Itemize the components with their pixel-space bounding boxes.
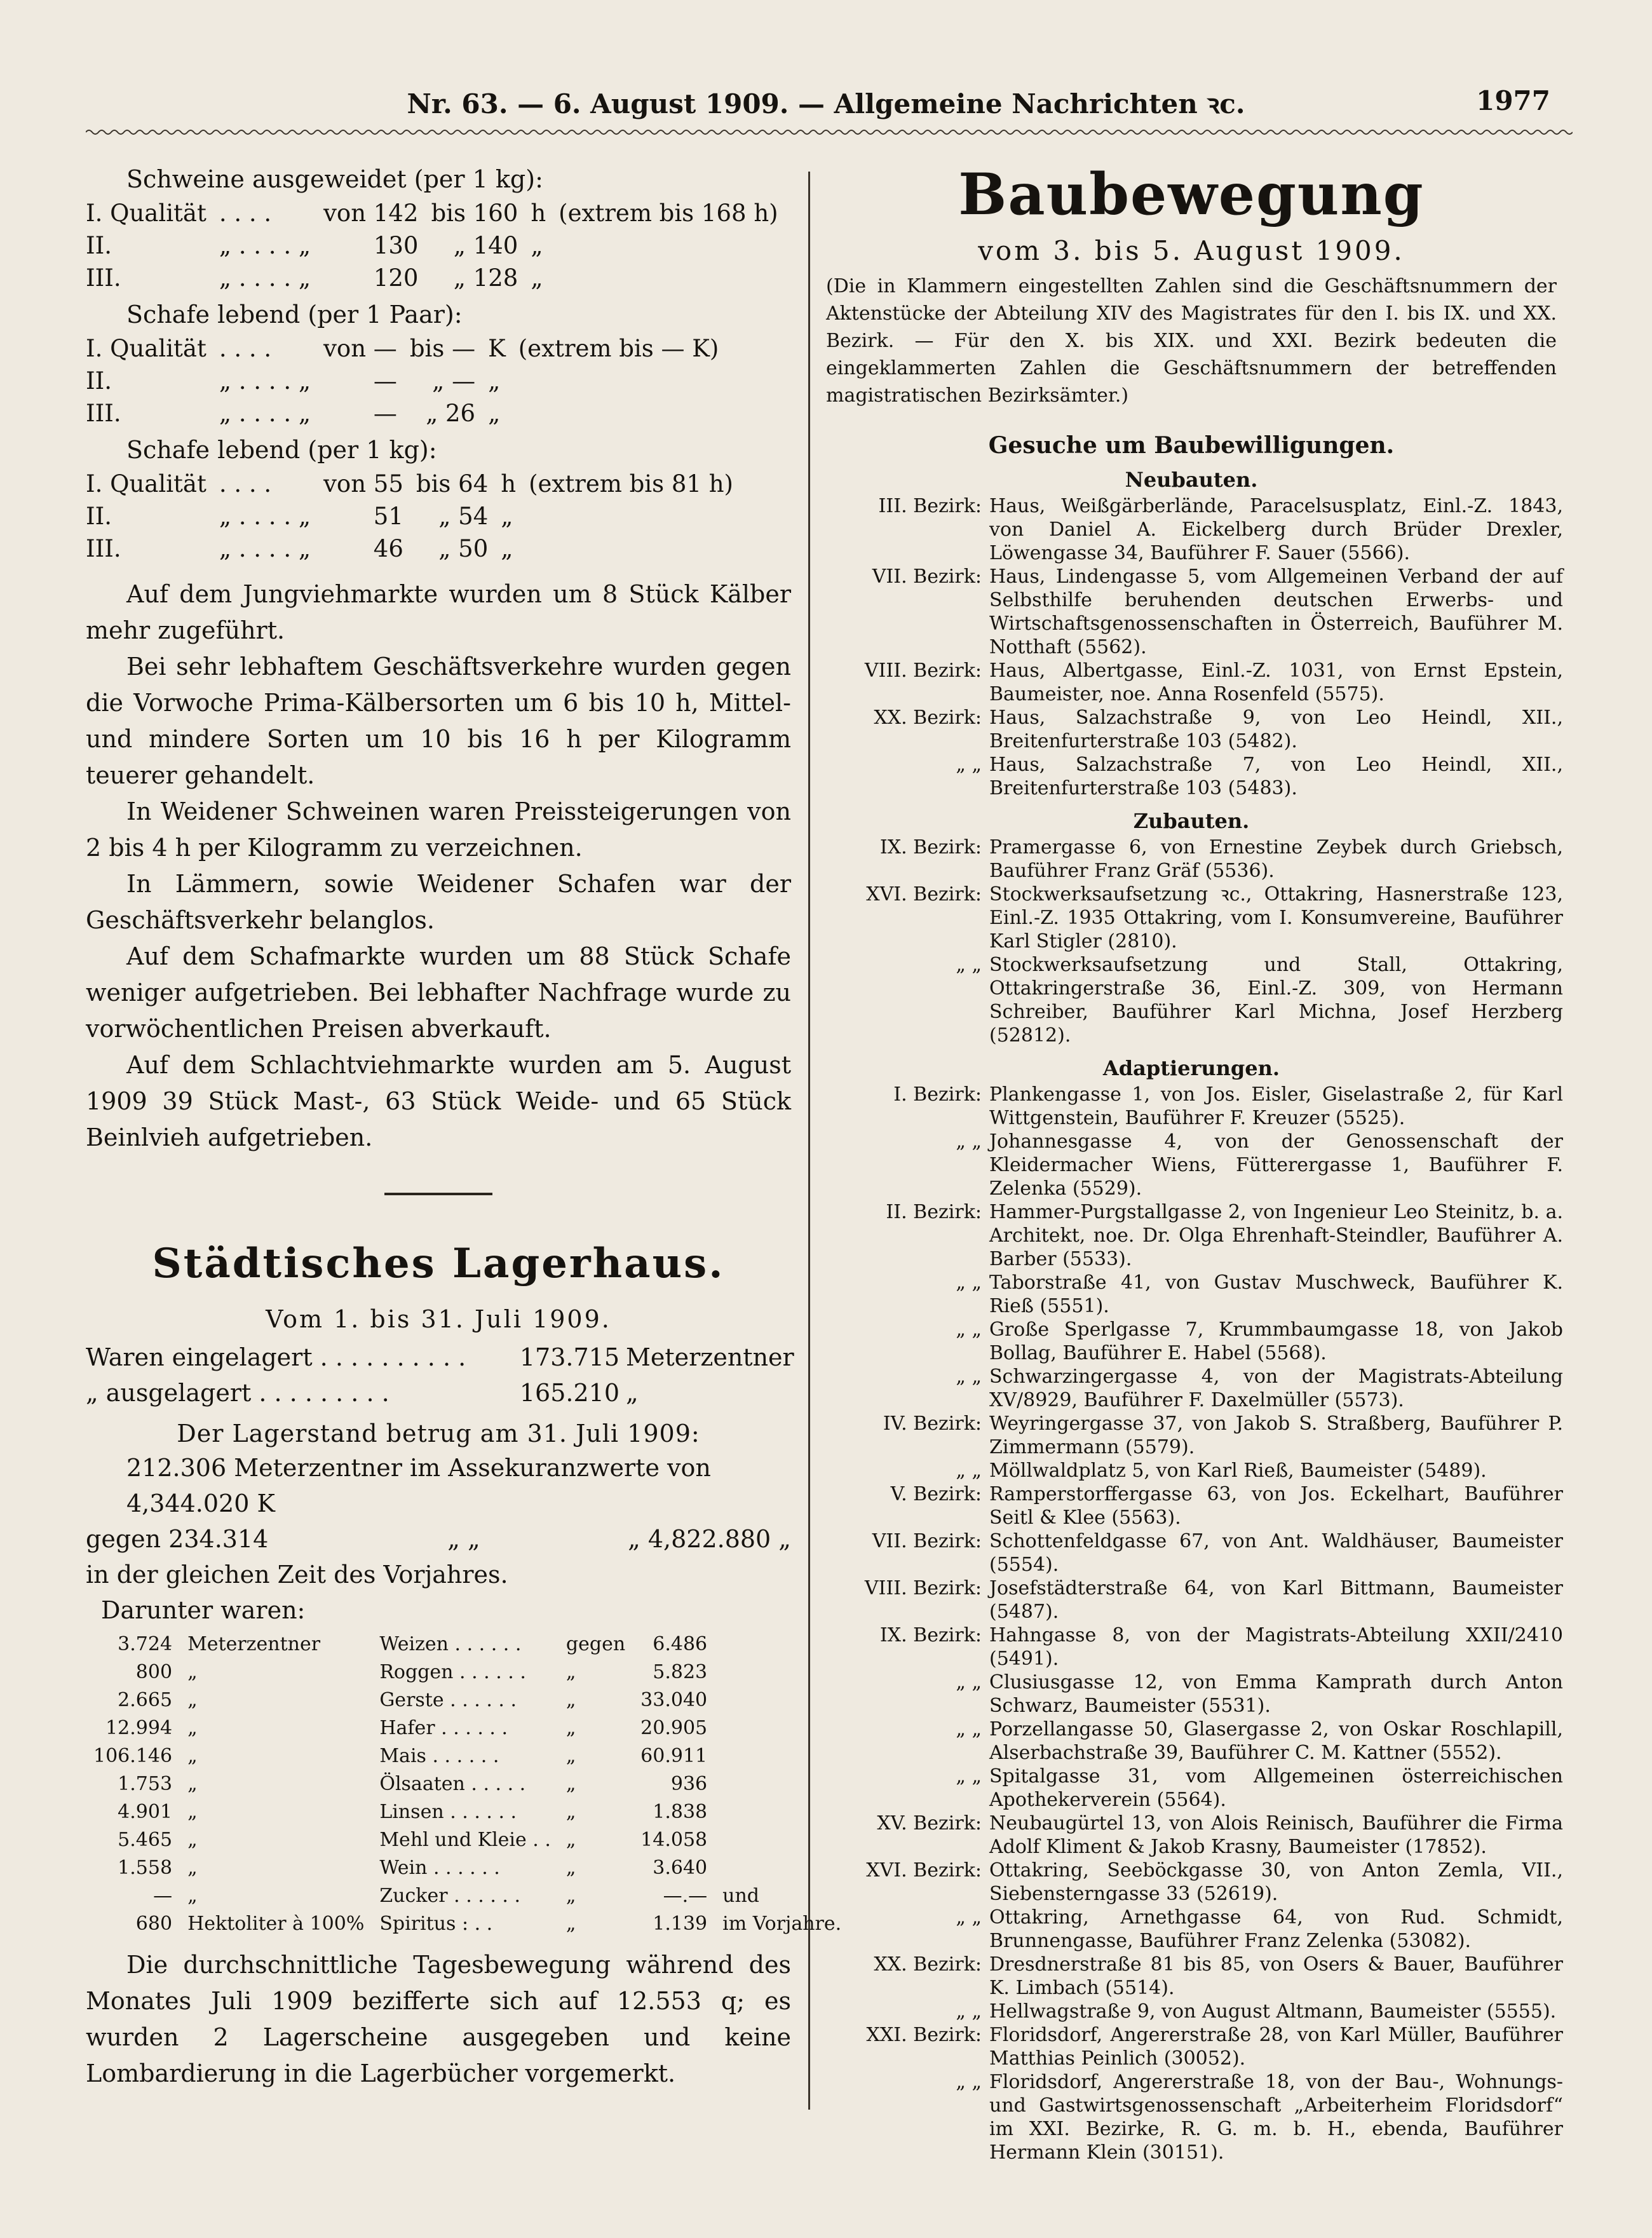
goods-unit: „: [187, 1773, 198, 1795]
permit-district: „ „: [956, 1319, 982, 1341]
goods-unit: „: [187, 1745, 198, 1767]
price-extreme: (extrem bis 81 h): [529, 470, 733, 498]
permit-district: II. Bezirk:: [886, 1201, 982, 1223]
price-unit: „: [501, 535, 513, 562]
goods-compare: „: [565, 1913, 576, 1935]
permit-text: Haus, Salzachstraße 9, von Leo Heindl, XII., Breitenfurterstraße 103 (5482).: [989, 707, 1563, 752]
price-extreme: [512, 365, 726, 397]
price-price-to: bis 64: [416, 470, 489, 498]
permit-text: Clusiusgasse 12, von Emma Kamprath durch Anton Schwarz, Baumeister (5531).: [989, 1671, 1563, 1717]
permit-district: XVI. Bezirk:: [866, 883, 982, 905]
goods-compare: „: [565, 1857, 576, 1879]
permit-group-title: Adaptierungen.: [1102, 1056, 1280, 1080]
goods-compare: „: [565, 1829, 576, 1851]
goods-row: [86, 1854, 849, 1882]
lagerstand-prev-amount: gegen 234.314: [86, 1525, 269, 1553]
goods-unit: Meterzentner: [187, 1633, 321, 1655]
permit-entry: [820, 1859, 1563, 1906]
permit-district: XV. Bezirk:: [877, 1812, 982, 1834]
permit-text: Dresdnerstraße 81 bis 85, von Osers & Bauer, Bauführer K. Limbach (5514).: [989, 1953, 1563, 1999]
goods-amount: 800: [135, 1661, 173, 1683]
permit-entry: [820, 1200, 1563, 1271]
price-dots: „ . . . . „: [219, 264, 311, 292]
lagerstand-line-1: [86, 1450, 791, 1521]
report-paragraph: Auf dem Schafmarkte wurden um 88 Stück Schafe weniger aufgetrieben. Bei lebhafter Nachfrage wurde zu vorwöchentlichen Preisen abverkauft.: [86, 942, 791, 1043]
price-dots: . . . .: [219, 335, 272, 362]
price-extreme: [522, 532, 740, 565]
goods-prev-year: 936: [670, 1773, 708, 1795]
permit-entry: [820, 706, 1563, 753]
permit-district: IX. Bezirk:: [879, 836, 982, 858]
goods-amount: —: [153, 1885, 173, 1907]
goods-compare: „: [565, 1745, 576, 1767]
goods-commodity: Roggen . . . . . .: [379, 1661, 526, 1683]
price-quality: III.: [86, 535, 121, 562]
permit-entry: [820, 1482, 1563, 1529]
permit-text: Schwarzingergasse 4, von der Magistrats-Abteilung XV/8929, Bauführer F. Daxelmüller (5573).: [989, 1366, 1563, 1411]
permit-entry: [820, 1577, 1563, 1624]
permit-entry: [820, 1412, 1563, 1459]
goods-amount: 106.146: [93, 1745, 173, 1767]
price-price-to: bis —: [409, 335, 476, 362]
permit-entry: [820, 2070, 1563, 2164]
permit-entry: [820, 1718, 1563, 1765]
permit-entry: [820, 1953, 1563, 2000]
permit-district: I. Bezirk:: [893, 1083, 982, 1106]
permit-district: III. Bezirk:: [878, 495, 982, 517]
lagerstand-prev-value: „ 4,822.880 „: [628, 1525, 791, 1553]
baubewegung-title: Baubewegung: [958, 161, 1425, 228]
goods-prev-year: 60.911: [640, 1745, 708, 1767]
permit-text: Große Sperlgasse 7, Krummbaumgasse 18, von Jakob Bollag, Bauführer E. Habel (5568).: [989, 1319, 1563, 1364]
goods-compare: „: [565, 1689, 576, 1711]
permit-group-title: Neubauten.: [1125, 468, 1258, 492]
left-column: [86, 159, 842, 2092]
price-row: [86, 365, 725, 397]
goods-amount: 2.665: [118, 1689, 173, 1711]
permit-text: Josefstädterstraße 64, von Karl Bittmann, Baumeister (5487).: [989, 1577, 1563, 1623]
permit-district: XX. Bezirk:: [874, 707, 982, 729]
permit-text: Johannesgasse 4, von der Genossenschaft der Kleidermacher Wiens, Fütterergasse 1, Bauführer F. Zelenka (5529).: [989, 1130, 1563, 1200]
permit-district: „ „: [956, 1366, 982, 1388]
goods-commodity: Linsen . . . . . .: [379, 1801, 517, 1823]
report-paragraph: Auf dem Schlachtviehmarkte wurden am 5. August 1909 39 Stück Mast-, 63 Stück Weide- und 65 Stück Beinlvieh aufgetrieben.: [86, 1051, 791, 1151]
goods-amount: 12.994: [105, 1717, 173, 1739]
goods-amount: 4.901: [118, 1801, 173, 1823]
permit-text: Stockwerksaufsetzung und Stall, Ottakring, Ottakringerstraße 36, Einl.-Z. 309, von Hermann Schreiber, Bauführer Karl Michna, Josef Herzberg (52812).: [989, 954, 1563, 1047]
goods-unit: „: [187, 1885, 198, 1907]
lagerhaus-period: Vom 1. bis 31. Juli 1909.: [266, 1305, 611, 1333]
goods-unit: „: [187, 1717, 198, 1739]
goods-row: [86, 1631, 849, 1658]
price-row: [86, 500, 740, 532]
permit-text: Pramergasse 6, von Ernestine Zeybek durch Griebsch, Bauführer Franz Gräf (5536).: [989, 836, 1563, 882]
goods-compare: „: [565, 1773, 576, 1795]
permit-text: Spitalgasse 31, vom Allgemeinen österreichischen Apothekerverein (5564).: [989, 1765, 1563, 1811]
permit-district: „ „: [956, 954, 982, 976]
permit-entry: [820, 659, 1563, 706]
goods-row: [86, 1770, 849, 1798]
price-row: [86, 197, 785, 229]
goods-row: [86, 1798, 849, 1826]
price-dots: . . . .: [219, 470, 272, 498]
permit-district: IV. Bezirk:: [883, 1413, 982, 1435]
goods-unit: „: [187, 1661, 198, 1683]
section-separator: [384, 1193, 492, 1195]
lagerstand-prev-note: in der gleichen Zeit des Vorjahres.: [86, 1561, 508, 1589]
goods-commodity: Gerste . . . . . .: [379, 1689, 517, 1711]
price-quality: III.: [86, 264, 121, 292]
permit-text: Porzellangasse 50, Glasergasse 2, von Oskar Roschlapill, Alserbachstraße 39, Bauführer C. M. Kattner (5552).: [989, 1718, 1563, 1764]
goods-prev-year: 33.040: [640, 1689, 708, 1711]
price-unit: „: [488, 367, 501, 395]
permit-entry: [820, 1529, 1563, 1577]
permit-text: Floridsdorf, Angererstraße 18, von der Bau-, Wohnungs- und Gastwirtsgenossenschaft „Arbeiterheim Floridsdorf“ im XXI. Bezirke, R. G. m. b. H., ebenda, Bauführer Hermann Klein (30151).: [989, 2071, 1563, 2164]
permit-district: „ „: [956, 2071, 982, 2093]
price-price-from: 130: [373, 232, 419, 259]
goods-tail: im Vorjahre.: [722, 1913, 842, 1935]
price-quality: III.: [86, 400, 121, 427]
price-price-from: von 142: [323, 200, 419, 227]
permit-entry: [820, 1624, 1563, 1671]
permit-entry: [820, 1459, 1563, 1482]
price-dots: „ . . . . „: [219, 503, 311, 530]
page-number: 1977: [1476, 85, 1550, 116]
goods-prev-year: 6.486: [653, 1633, 708, 1655]
lager-unit: Meterzentner: [626, 1343, 794, 1371]
goods-amount: 680: [135, 1913, 173, 1935]
goods-compare: „: [565, 1661, 576, 1683]
goods-compare: „: [565, 1717, 576, 1739]
price-dots: „ . . . . „: [219, 535, 311, 562]
price-unit: „: [488, 400, 501, 427]
price-row: [86, 468, 740, 500]
permit-text: Haus, Weißgärberlände, Paracelsusplatz, Einl.-Z. 1843, von Daniel A. Eickelberg durch Brüder Drexler, Löwengasse 34, Bauführer F. Sauer (5566).: [989, 495, 1563, 564]
permit-text: Plankengasse 1, von Jos. Eisler, Giselastraße 2, für Karl Wittgenstein, Bauführer F. Kreuzer (5525).: [989, 1083, 1563, 1129]
price-row: [86, 262, 785, 294]
goods-commodity: Wein . . . . . .: [379, 1857, 500, 1879]
goods-row: [86, 1826, 849, 1854]
baubewilligungen-heading: Gesuche um Baubewilligungen.: [988, 432, 1395, 459]
price-dots: . . . .: [219, 200, 272, 227]
baubewegung-date: vom 3. bis 5. August 1909.: [978, 235, 1405, 266]
permit-entry: [820, 836, 1563, 883]
darunter-label: Darunter waren:: [101, 1596, 306, 1624]
goods-unit: „: [187, 1801, 198, 1823]
permit-entry: [820, 1812, 1563, 1859]
price-table: [86, 468, 740, 565]
goods-unit: Hektoliter à 100%: [187, 1913, 365, 1935]
goods-prev-year: 20.905: [640, 1717, 708, 1739]
permit-text: Möllwaldplatz 5, von Karl Rieß, Baumeister (5489).: [989, 1460, 1487, 1482]
permit-district: XX. Bezirk:: [874, 1953, 982, 1976]
permit-text: Ottakring, Arnethgasse 64, von Rud. Schmidt, Brunnengasse, Bauführer Franz Zelenka (53082).: [989, 1906, 1563, 1952]
goods-commodity: Hafer . . . . . .: [379, 1717, 508, 1739]
goods-amount: 1.753: [118, 1773, 173, 1795]
price-price-from: 46: [373, 535, 403, 562]
lager-value: 173.715: [519, 1343, 620, 1371]
lager-value: 165.210: [519, 1379, 620, 1407]
permit-group-title: Zubauten.: [1133, 809, 1250, 833]
price-price-to: „ 26: [426, 400, 476, 427]
price-tables: [86, 161, 791, 565]
permit-text: Weyringergasse 37, von Jakob S. Straßberg, Bauführer P. Zimmermann (5579).: [989, 1413, 1563, 1458]
permit-entry: [820, 1906, 1563, 1953]
permit-text: Taborstraße 41, von Gustav Muschweck, Bauführer K. Rieß (5551).: [989, 1272, 1563, 1317]
price-unit: „: [531, 264, 543, 292]
goods-prev-year: 1.838: [653, 1801, 708, 1823]
goods-prev-year: 3.640: [653, 1857, 708, 1879]
price-row: [86, 229, 785, 262]
permit-district: „ „: [956, 1272, 982, 1294]
goods-commodity: Mehl und Kleie . .: [379, 1829, 551, 1851]
goods-row: [86, 1910, 849, 1938]
goods-amount: 5.465: [118, 1829, 173, 1851]
market-report: [86, 576, 791, 1156]
price-price-to: „ 50: [438, 535, 489, 562]
building-permit-list: [820, 468, 1563, 2164]
price-dots: „ . . . . „: [219, 367, 311, 395]
report-paragraph: Auf dem Jungviehmarkte wurden um 8 Stück Kälber mehr zugeführt.: [86, 580, 791, 644]
price-extreme: [552, 262, 784, 294]
right-column: [820, 159, 1563, 2164]
permit-text: Haus, Albertgasse, Einl.-Z. 1031, von Ernst Epstein, Baumeister, noe. Anna Rosenfeld (5575).: [989, 660, 1563, 705]
price-quality: I. Qualität: [86, 200, 207, 227]
goods-compare: „: [565, 1885, 576, 1907]
goods-row: [86, 1658, 849, 1686]
goods-row: [86, 1742, 849, 1770]
price-price-to: „ 128: [453, 264, 518, 292]
price-extreme: (extrem bis — K): [518, 335, 719, 362]
price-table: [86, 197, 785, 294]
permit-entry: [820, 1671, 1563, 1718]
price-price-from: 120: [373, 264, 419, 292]
goods-commodity: Mais . . . . . .: [379, 1745, 499, 1767]
goods-unit: „: [187, 1857, 198, 1879]
goods-unit: „: [187, 1689, 198, 1711]
lagerstand-line-3: [86, 1557, 791, 1592]
permit-entry: [820, 883, 1563, 953]
price-quality: I. Qualität: [86, 470, 207, 498]
goods-commodity: Ölsaaten . . . . .: [379, 1773, 526, 1795]
header-wavy-rule: [86, 127, 1573, 137]
price-quality: II.: [86, 503, 112, 530]
permit-entry: [820, 2023, 1563, 2070]
lagerhaus-title: Städtisches Lagerhaus.: [152, 1240, 725, 1287]
goods-prev-year: 1.139: [653, 1913, 708, 1935]
permit-text: Hahngasse 8, von der Magistrats-Abteilung XXII/2410 (5491).: [989, 1624, 1563, 1670]
price-heading: Schafe lebend (per 1 kg):: [126, 436, 437, 464]
price-price-to: „ 140: [453, 232, 518, 259]
goods-table: [86, 1631, 849, 1938]
permit-text: Hellwagstraße 9, von August Altmann, Baumeister (5555).: [989, 2000, 1557, 2023]
goods-prev-year: 14.058: [640, 1829, 708, 1851]
permit-district: „ „: [956, 1460, 982, 1482]
permit-entry: [820, 953, 1563, 1047]
running-header: [0, 81, 1652, 127]
permit-district: VII. Bezirk:: [872, 1530, 982, 1552]
permit-district: „ „: [956, 1130, 982, 1153]
goods-commodity: Zucker . . . . . .: [379, 1885, 521, 1907]
price-price-from: von —: [323, 335, 397, 362]
price-dots: „ . . . . „: [219, 232, 311, 259]
permit-entry: [820, 1318, 1563, 1365]
permit-entry: [820, 1765, 1563, 1812]
permit-entry: [820, 494, 1563, 565]
permit-district: VIII. Bezirk:: [864, 1577, 982, 1599]
lager-line: [86, 1339, 794, 1375]
price-extreme: [522, 500, 740, 532]
permit-district: „ „: [956, 1718, 982, 1740]
goods-compare: gegen: [565, 1633, 626, 1655]
price-price-from: —: [373, 400, 397, 427]
permit-entry: [820, 2000, 1563, 2023]
price-price-from: von 55: [323, 470, 403, 498]
permit-text: Schottenfeldgasse 67, von Ant. Waldhäuser, Baumeister (5554).: [989, 1530, 1563, 1576]
permit-entry: [820, 1271, 1563, 1318]
permit-district: VIII. Bezirk:: [864, 660, 982, 682]
darunter-heading: [86, 1592, 791, 1628]
lagerstand-heading: Der Lagerstand betrug am 31. Juli 1909:: [177, 1420, 700, 1448]
goods-tail: und: [722, 1885, 759, 1907]
goods-amount: 3.724: [118, 1633, 173, 1655]
price-extreme: (extrem bis 168 h): [559, 200, 778, 227]
permit-text: Haus, Salzachstraße 7, von Leo Heindl, XII., Breitenfurterstraße 103 (5483).: [989, 754, 1563, 799]
lagerhaus-closing: Die durchschnittliche Tagesbewegung während des Monates Juli 1909 bezifferte sich auf 12.553 q; es wurden 2 Lagerscheine ausgegeben und keine Lombardierung in die Lagerbücher vorgemerkt.: [86, 1951, 791, 2087]
permit-district: VII. Bezirk:: [872, 566, 982, 588]
permit-district: „ „: [956, 2000, 982, 2023]
permit-text: Floridsdorf, Angererstraße 28, von Karl Müller, Bauführer Matthias Peinlich (30052).: [989, 2024, 1563, 2070]
permit-entry: [820, 1130, 1563, 1200]
lager-label: Waren eingelagert . . . . . . . . . .: [86, 1343, 466, 1371]
price-price-to: „ —: [432, 367, 476, 395]
price-extreme: [512, 397, 726, 430]
permit-district: „ „: [956, 754, 982, 776]
price-table: [86, 332, 725, 430]
permit-text: Hammer-Purgstallgasse 2, von Ingenieur Leo Steinitz, b. a. Architekt, noe. Dr. Olga Ehrenhaft-Steindler, Bauführer A. Barber (5533).: [989, 1201, 1563, 1270]
permit-district: IX. Bezirk:: [879, 1624, 982, 1646]
price-unit: h: [531, 200, 546, 227]
goods-unit: „: [187, 1829, 198, 1851]
permit-district: „ „: [956, 1765, 982, 1787]
permit-text: Ramperstorffergasse 63, von Jos. Eckelhart, Bauführer Seitl & Klee (5563).: [989, 1483, 1563, 1529]
report-paragraph: Bei sehr lebhaftem Geschäftsverkehre wurden gegen die Vorwoche Prima-Kälbersorten um 6 bis 10 h, Mittel- und mindere Sorten um 10 bis 16 h per Kilogramm teuerer gehandelt.: [86, 653, 791, 789]
price-unit: „: [501, 503, 513, 530]
price-row: [86, 397, 725, 430]
price-unit: K: [488, 335, 506, 362]
goods-amount: 1.558: [118, 1857, 173, 1879]
goods-commodity: Spiritus : . .: [379, 1913, 493, 1935]
header-title: Nr. 63. — 6. August 1909. — Allgemeine Nachrichten ꝛc.: [407, 88, 1245, 119]
lagerhaus-summary: [86, 1339, 794, 1411]
report-paragraph: In Weidener Schweinen waren Preissteigerungen von 2 bis 4 h per Kilogramm zu verzeichnen.: [86, 797, 791, 862]
goods-row: [86, 1714, 849, 1742]
price-price-to: bis 160: [431, 200, 518, 227]
permit-text: Haus, Lindengasse 5, vom Allgemeinen Verband der auf Selbsthilfe beruhenden deutschen Erwerbs- und Wirtschaftsgenossenschaften in Österreich, Bauführer M. Notthaft (5562).: [989, 566, 1563, 658]
price-heading: Schafe lebend (per 1 Paar):: [126, 301, 463, 329]
price-quality: II.: [86, 367, 112, 395]
goods-commodity: Weizen . . . . . .: [379, 1633, 522, 1655]
price-quality: II.: [86, 232, 112, 259]
permit-district: V. Bezirk:: [890, 1483, 982, 1505]
goods-row: [86, 1882, 849, 1910]
goods-compare: „: [565, 1801, 576, 1823]
baubewegung-note: (Die in Klammern eingestellten Zahlen sind die Geschäftsnummern der Aktenstücke der Abteilung XIV des Magistrates für den I. bis IX. und XX. Bezirk. — Für den X. bis XIX. und XXI. Bezirk bedeuten die eingeklammerten Zahlen die Geschäftsnummern der betreffenden magistratischen Bezirksämter.): [826, 275, 1557, 407]
permit-entry: [820, 753, 1563, 800]
price-price-to: „ 54: [438, 503, 489, 530]
goods-prev-year: 5.823: [653, 1661, 708, 1683]
price-quality: I. Qualität: [86, 335, 207, 362]
price-unit: h: [501, 470, 517, 498]
permit-text: Stockwerksaufsetzung ꝛc., Ottakring, Hasnerstraße 123, Einl.-Z. 1935 Ottakring, vom I. Konsumvereine, Bauführer Karl Stigler (2810).: [989, 883, 1563, 953]
permit-district: „ „: [956, 1906, 982, 1929]
price-dots: „ . . . . „: [219, 400, 311, 427]
goods-prev-year: —.—: [663, 1885, 708, 1907]
price-unit: „: [531, 232, 543, 259]
permit-district: „ „: [956, 1671, 982, 1693]
price-extreme: [552, 229, 784, 262]
lagerstand-line-2: [86, 1521, 791, 1557]
goods-row: [86, 1686, 849, 1714]
report-paragraph: In Lämmern, sowie Weidener Schafen war der Geschäftsverkehr belanglos.: [86, 870, 791, 934]
price-heading: Schweine ausgeweidet (per 1 kg):: [126, 165, 543, 193]
permit-text: Neubaugürtel 13, von Alois Reinisch, Bauführer die Firma Adolf Kliment & Jakob Krasny, Baumeister (17852).: [989, 1812, 1563, 1858]
lagerstand-ditto: „ „: [447, 1525, 480, 1553]
permit-entry: [820, 1365, 1563, 1412]
permit-district: XVI. Bezirk:: [866, 1859, 982, 1882]
lagerstand-value: 212.306 Meterzentner im Assekuranzwerte von 4,344.020 K: [126, 1454, 711, 1517]
lager-label: „ ausgelagert . . . . . . . . .: [86, 1379, 389, 1407]
permit-district: XXI. Bezirk:: [866, 2024, 982, 2046]
price-price-from: 51: [373, 503, 403, 530]
price-row: [86, 332, 725, 365]
lager-line: [86, 1375, 791, 1411]
permit-entry: [820, 565, 1563, 659]
permit-text: Ottakring, Seeböckgasse 30, von Anton Zemla, VII., Siebensterngasse 33 (52619).: [989, 1859, 1563, 1905]
price-price-from: —: [373, 367, 397, 395]
price-row: [86, 532, 740, 565]
lager-unit: „: [626, 1379, 639, 1407]
permit-entry: [820, 1083, 1563, 1130]
